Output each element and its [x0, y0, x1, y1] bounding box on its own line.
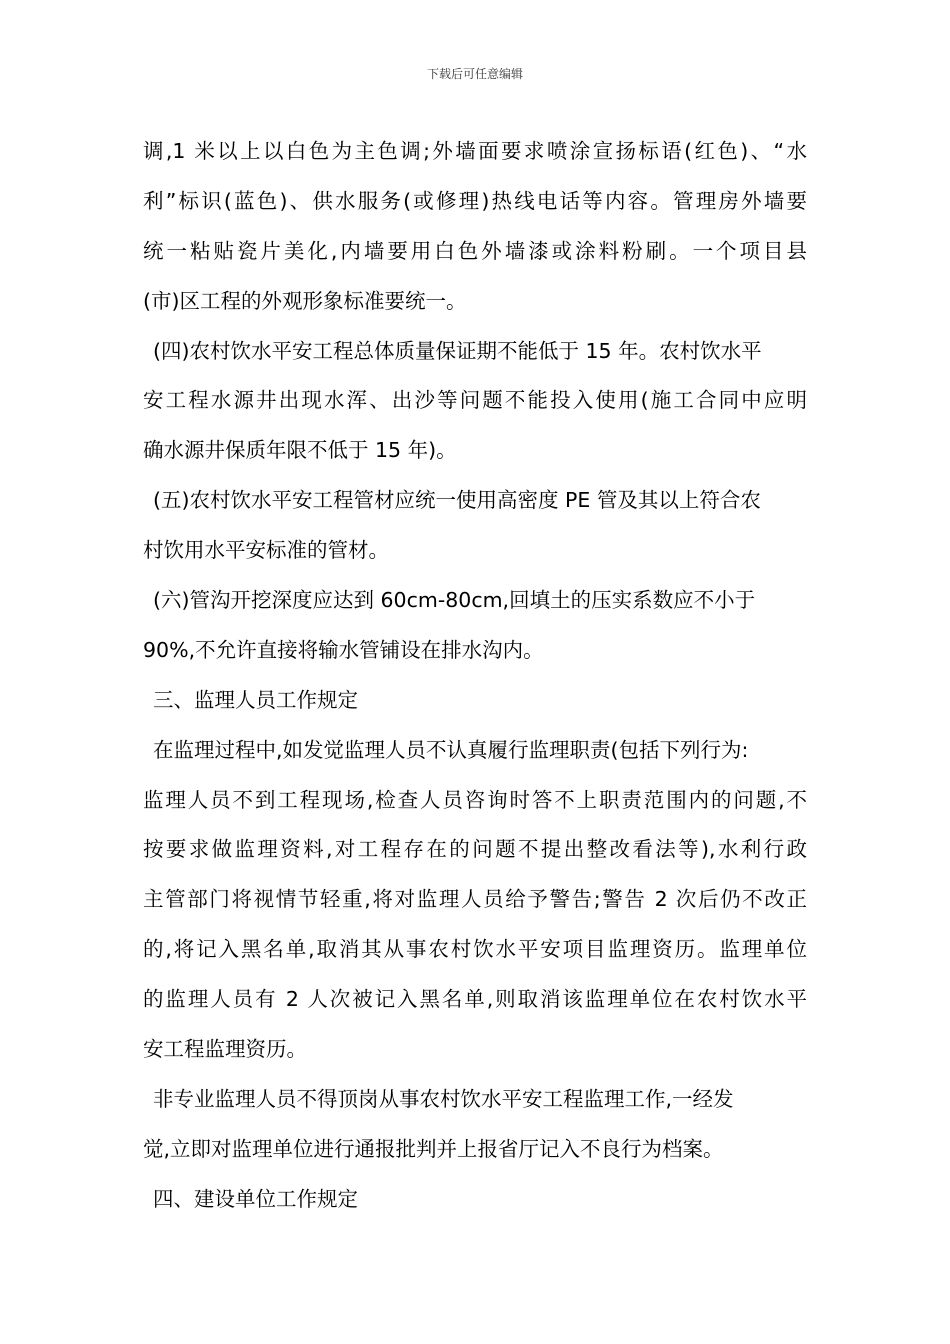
- text-line: 安工程监理资历。: [143, 1037, 307, 1062]
- text-line: 主管部门将视情节轻重,将对监理人员给予警告;警告 2 次后仍不改正: [143, 887, 807, 912]
- text-line: 统一粘贴瓷片美化,内墙要用白色外墙漆或涂料粉刷。一个项目县: [143, 238, 807, 263]
- text-line: 调,1 米以上以白色为主色调;外墙面要求喷涂宣扬标语(红色)、“水: [143, 139, 807, 163]
- text-line: 监理人员不到工程现场,检查人员咨询时答不上职责范围内的问题,不: [143, 787, 807, 812]
- text-line: 利”标识(蓝色)、供水服务(或修理)热线电话等内容。管理房外墙要: [143, 188, 807, 213]
- text-line: 非专业监理人员不得顶岗从事农村饮水平安工程监理工作,一经发: [153, 1086, 734, 1111]
- page-header-note: 下载后可任意编辑: [426, 67, 523, 81]
- text-line: 的,将记入黑名单,取消其从事农村饮水平安项目监理资历。监理单位: [143, 937, 807, 962]
- text-line: 觉,立即对监理单位进行通报批判并上报省厅记入不良行为档案。: [143, 1136, 724, 1161]
- text-line: 安工程水源井出现水浑、出沙等问题不能投入使用(施工合同中应明: [143, 388, 807, 413]
- text-line: (六)管沟开挖深度应达到 60cm-80cm,回填土的压实系数应不小于: [153, 588, 756, 613]
- text-line: 在监理过程中,如发觉监理人员不认真履行监理职责(包括下列行为:: [153, 737, 749, 762]
- text-line: 的监理人员有 2 人次被记入黑名单,则取消该监理单位在农村饮水平: [143, 987, 807, 1012]
- text-line: (市)区工程的外观形象标准要统一。: [143, 288, 467, 313]
- text-line: 90%,不允许直接将输水管铺设在排水沟内。: [143, 637, 544, 662]
- text-line: 按要求做监理资料,对工程存在的问题不提出整改看法等),水利行政: [143, 837, 807, 862]
- text-line: 村饮用水平安标准的管材。: [143, 538, 389, 563]
- text-line: 确水源井保质年限不低于 15 年)。: [143, 438, 457, 463]
- text-line: (四)农村饮水平安工程总体质量保证期不能低于 15 年。农村饮水平: [153, 338, 762, 363]
- section-heading: 三、监理人员工作规定: [153, 687, 358, 712]
- section-heading: 四、建设单位工作规定: [153, 1186, 358, 1211]
- text-line: (五)农村饮水平安工程管材应统一使用高密度 PE 管及其以上符合农: [153, 488, 761, 513]
- document-body: [143, 127, 807, 1225]
